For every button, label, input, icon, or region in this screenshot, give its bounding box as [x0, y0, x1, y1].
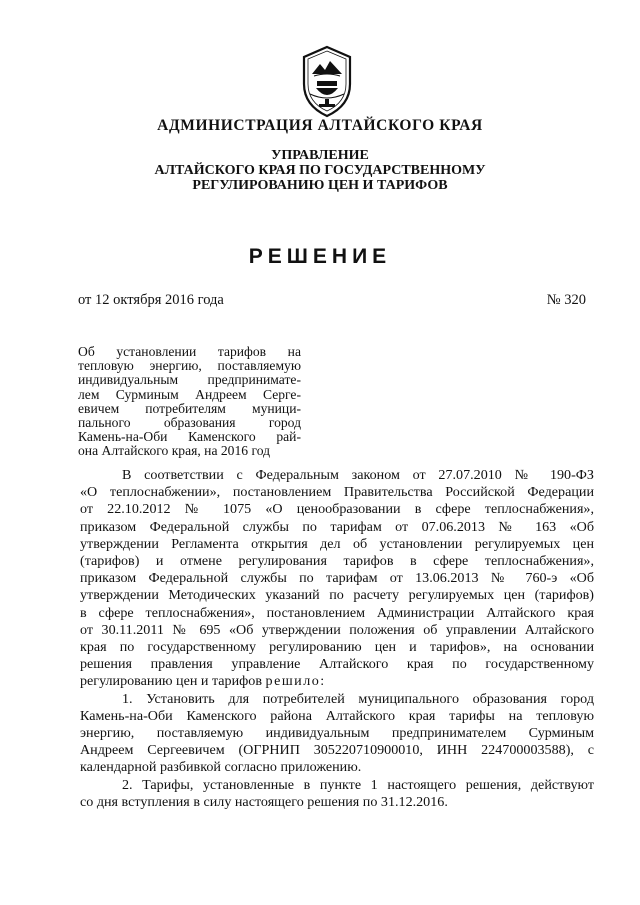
department-line: РЕГУЛИРОВАНИЮ ЦЕН И ТАРИФОВ	[192, 178, 448, 193]
subject-line: индивидуальным предпринимате-	[78, 372, 301, 388]
body-line: в сфере теплоснабжения», постановлением Администрации Алтайского края	[80, 604, 594, 621]
subject-line: Камень-на-Оби Каменского рай-	[78, 429, 301, 445]
body-line: приказом Федеральной службы по тарифам от 13.06.2013 № 760-э «Об	[80, 570, 594, 587]
preamble-end: регулированию цен и тарифов	[80, 673, 262, 690]
subject-line: Об установлении тарифов на	[78, 344, 301, 359]
body-line: решения правления управление Алтайского края по государственному	[80, 656, 594, 673]
department-title	[0, 148, 640, 193]
document-subject	[78, 345, 301, 459]
document-type: РЕШЕНИЕ	[248, 245, 392, 268]
body-line: от 30.11.2011 № 695 «Об утверждении положения об управлении Алтайского	[80, 621, 594, 638]
document-body	[80, 467, 594, 811]
subject-line: она Алтайского края, на 2016 год	[78, 443, 271, 459]
subject-line: тепловую энергию, поставляемую	[78, 358, 301, 374]
body-line	[80, 673, 594, 690]
body-line: приказом Федеральной службы по тарифам от 07.06.2013 № 163 «Об	[80, 518, 594, 535]
body-line: (тарифов) и отмене регулирования тарифов в сфере теплоснабжения»,	[80, 553, 594, 570]
item-1-line: Андреем Сергеевичем (ОГРНИП 305220710900010, ИНН 224700003588), с	[80, 742, 594, 759]
item-2-line: 2. Тарифы, установленные в пункте 1 настоящего решения, действуют	[122, 776, 594, 793]
body-line: «О теплоснабжении», постановлением Правительства Российской Федерации	[80, 484, 594, 501]
subject-line: лем Сурминым Андреем Серге-	[78, 386, 301, 402]
item-1-line: 1. Установить для потребителей муниципального образования город	[122, 690, 594, 707]
item-2-line: со дня вступления в силу настоящего решения по 31.12.2016.	[80, 793, 448, 810]
administration-title: АДМИНИСТРАЦИЯ АЛТАЙСКОГО КРАЯ	[157, 117, 483, 134]
body-line: утверждении Методических указаний по расчету регулируемых цен (тарифов)	[80, 587, 594, 604]
body-line: утверждении Регламента открытия дел об установлении регулируемых цен	[80, 535, 594, 552]
body-line: края по государственному регулированию цен и тарифов», на основании	[80, 639, 594, 656]
document-number: № 320	[546, 292, 586, 308]
department-line: АЛТАЙСКОГО КРАЯ ПО ГОСУДАРСТВЕННОМУ	[154, 163, 486, 178]
item-1-line: Камень-на-Оби Каменского района Алтайского края тарифы на тепловую	[80, 707, 594, 724]
subject-line: пального образования город	[78, 415, 301, 431]
document-date: от 12 октября 2016 года	[78, 292, 224, 308]
body-line: от 22.10.2012 № 1075 «О ценообразовании в сфере теплоснабжения»,	[80, 501, 594, 518]
coat-of-arms-icon	[296, 44, 358, 118]
department-line: УПРАВЛЕНИЕ	[271, 148, 369, 163]
body-line: В соответствии с Федеральным законом от 27.07.2010 № 190-ФЗ	[122, 467, 594, 483]
subject-line: евичем потребителям муници-	[78, 400, 301, 416]
resolved-word: решило:	[265, 673, 326, 690]
item-1-line: энергию, поставляемую индивидуальным предпринимателем Сурминым	[80, 725, 594, 742]
item-1-line: календарной разбивкой согласно приложению.	[80, 759, 362, 776]
